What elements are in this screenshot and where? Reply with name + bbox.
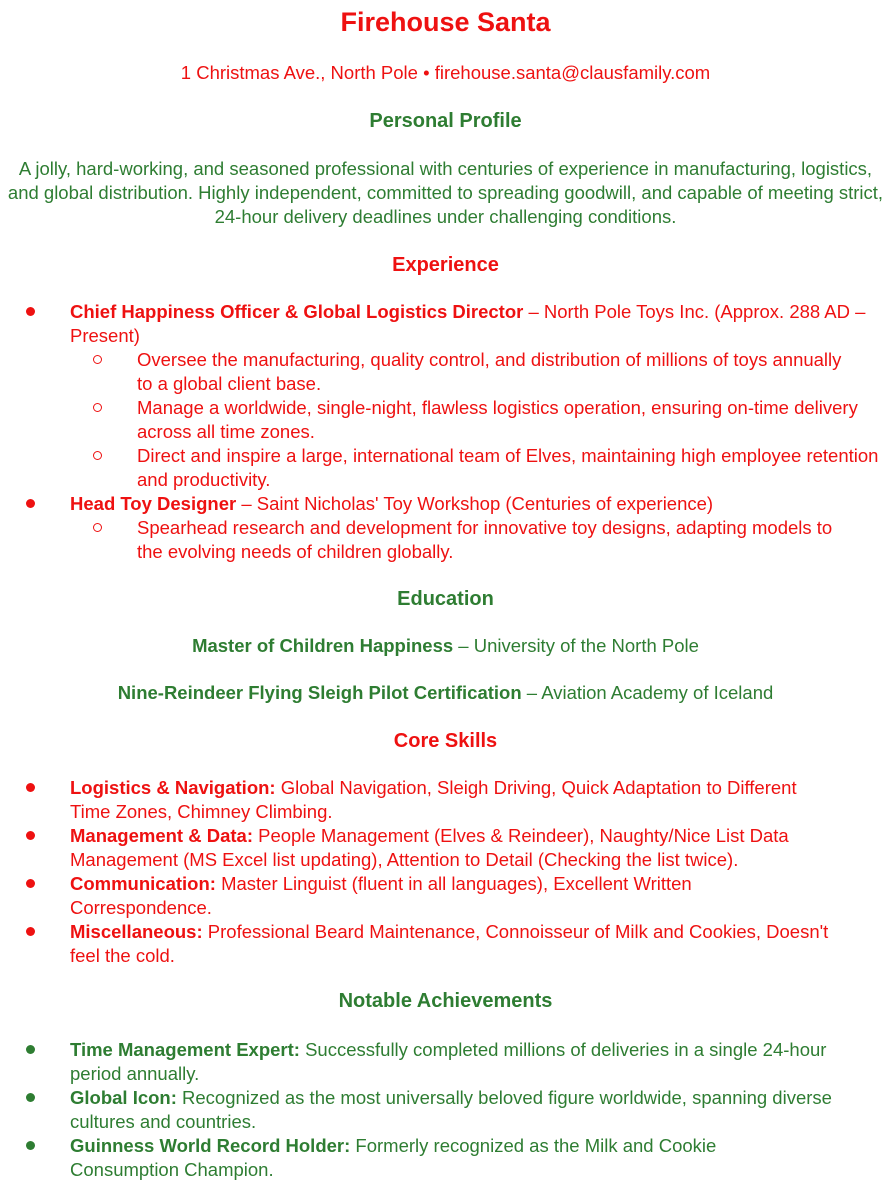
education-title: Master of Children Happiness — [192, 635, 454, 656]
education-item — [0, 681, 891, 705]
job-point: Oversee the manufacturing, quality control, and distribution of millions of toys annually to a global client base. — [137, 349, 842, 394]
achievement-item — [70, 1134, 810, 1182]
bullet-icon — [26, 499, 35, 508]
sub-bullet-icon — [93, 355, 102, 364]
bullet-icon — [26, 783, 35, 792]
job-title: Chief Happiness Officer & Global Logistics Director — [70, 301, 524, 322]
section-heading-profile: Personal Profile — [369, 110, 522, 132]
sub-bullet-icon — [93, 403, 102, 412]
achievement-item — [70, 1038, 860, 1086]
skill-detail: Master Linguist (fluent in all languages), Excellent Written Correspondence. — [70, 873, 692, 918]
achievement-title: Global Icon: — [70, 1087, 177, 1108]
achievement-item — [70, 1086, 860, 1134]
achievement-title: Guinness World Record Holder: — [70, 1135, 351, 1156]
achievement-detail: Formerly recognized as the Milk and Cookie Consumption Champion. — [70, 1135, 717, 1180]
education-title: Nine-Reindeer Flying Sleigh Pilot Certification — [117, 682, 522, 703]
skill-item — [70, 872, 810, 920]
education-detail: – Aviation Academy of Iceland — [521, 682, 774, 703]
bullet-icon — [26, 831, 35, 840]
skill-detail: Global Navigation, Sleigh Driving, Quick Adaptation to Different Time Zones, Chimney Climbing. — [70, 777, 797, 822]
bullet-icon — [26, 879, 35, 888]
job-title: Head Toy Designer — [70, 493, 237, 514]
education-detail: – University of the North Pole — [453, 635, 699, 656]
skill-detail: People Management (Elves & Reindeer), Naughty/Nice List Data Management (MS Excel list updating), Attention to Detail (Checking the list twice). — [70, 825, 789, 870]
job-entry — [70, 492, 880, 516]
section-heading-achievements: Notable Achievements — [338, 990, 553, 1012]
achievement-title: Time Management Expert: — [70, 1039, 300, 1060]
skill-detail: Professional Beard Maintenance, Connoisseur of Milk and Cookies, Doesn't feel the cold. — [70, 921, 829, 966]
bullet-icon — [26, 927, 35, 936]
achievement-detail: Successfully completed millions of deliveries in a single 24-hour period annually. — [70, 1039, 827, 1084]
skill-title: Management & Data: — [70, 825, 253, 846]
skill-item — [70, 824, 885, 872]
bullet-icon — [26, 307, 35, 316]
job-detail: – North Pole Toys Inc. (Approx. 288 AD – Present) — [70, 301, 866, 346]
sub-bullet-icon — [93, 523, 102, 532]
education-item — [0, 634, 891, 658]
section-heading-skills: Core Skills — [393, 730, 498, 752]
resume-name: Firehouse Santa — [340, 7, 551, 37]
job-point: Spearhead research and development for innovative toy designs, adapting models to the evolving needs of children globally. — [137, 517, 833, 562]
skill-item — [70, 920, 860, 968]
contact-line: 1 Christmas Ave., North Pole • firehouse.santa@clausfamily.com — [180, 62, 711, 83]
bullet-icon — [26, 1045, 35, 1054]
skill-title: Miscellaneous: — [70, 921, 203, 942]
section-heading-education: Education — [397, 588, 494, 610]
job-detail: – Saint Nicholas' Toy Workshop (Centuries of experience) — [236, 493, 714, 514]
achievement-detail: Recognized as the most universally beloved figure worldwide, spanning diverse cultures and countries. — [70, 1087, 832, 1132]
section-heading-experience: Experience — [392, 254, 499, 276]
profile-text: A jolly, hard-working, and seasoned professional with centuries of experience in manufacturing, logistics, and global distribution. Highly independent, committed to spreading goodwill, and capable of meeting strict, 24-hour delivery deadlines under challenging conditions. — [7, 158, 884, 227]
job-entry — [70, 300, 880, 348]
job-point: Manage a worldwide, single-night, flawless logistics operation, ensuring on-time delivery across all time zones. — [137, 397, 858, 442]
skill-title: Logistics & Navigation: — [70, 777, 276, 798]
bullet-icon — [26, 1141, 35, 1150]
job-point: Direct and inspire a large, international team of Elves, maintaining high employee retention and productivity. — [137, 445, 879, 490]
skill-item — [70, 776, 830, 824]
bullet-icon — [26, 1093, 35, 1102]
skill-title: Communication: — [70, 873, 216, 894]
sub-bullet-icon — [93, 451, 102, 460]
